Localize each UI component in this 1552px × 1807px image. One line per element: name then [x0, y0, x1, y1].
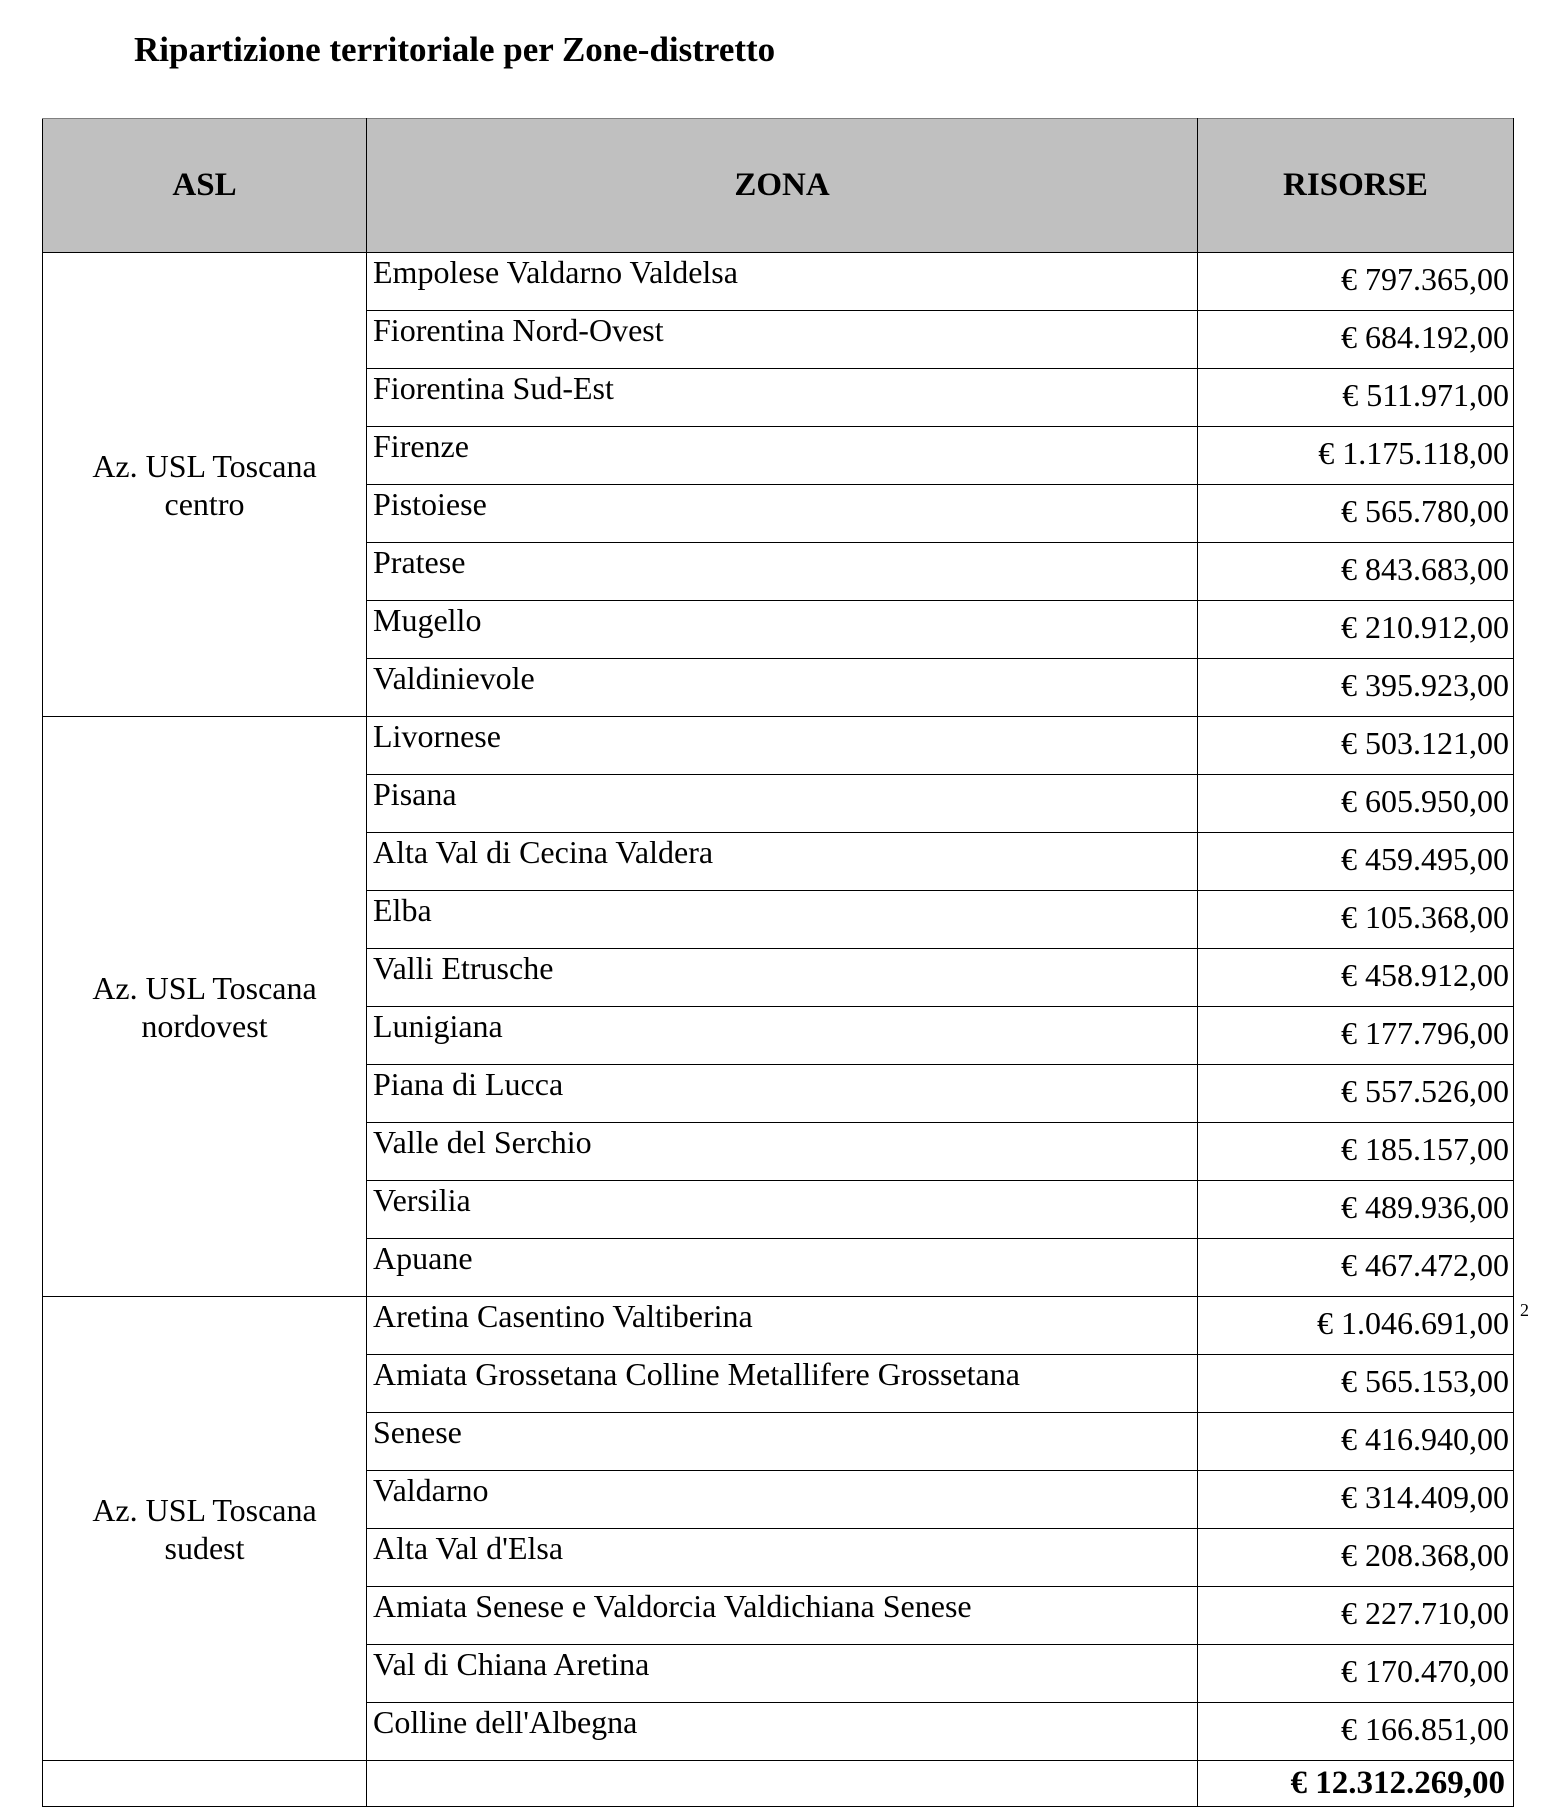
risorse-cell — [1198, 1645, 1514, 1703]
header-risorse: RISORSE — [1198, 119, 1514, 253]
zona-cell: Fiorentina Nord-Ovest — [367, 311, 1198, 369]
risorse-cell — [1198, 891, 1514, 949]
total-empty-zona — [367, 1761, 1198, 1807]
risorse-value: € 177.796,00 — [1341, 1015, 1509, 1051]
zona-cell: Alta Val d'Elsa — [367, 1529, 1198, 1587]
risorse-value: € 843.683,00 — [1341, 551, 1509, 587]
asl-name-line2: nordovest — [141, 1007, 268, 1044]
risorse-value: € 467.472,00 — [1341, 1247, 1509, 1283]
risorse-cell — [1198, 485, 1514, 543]
zona-cell: Valli Etrusche — [367, 949, 1198, 1007]
risorse-cell — [1198, 427, 1514, 485]
risorse-cell — [1198, 1239, 1514, 1297]
risorse-cell — [1198, 1471, 1514, 1529]
risorse-value: € 459.495,00 — [1341, 841, 1509, 877]
risorse-value: € 565.153,00 — [1341, 1363, 1509, 1399]
zona-cell: Piana di Lucca — [367, 1065, 1198, 1123]
risorse-cell — [1198, 1123, 1514, 1181]
asl-name-line1: Az. USL Toscana — [92, 969, 317, 1006]
total-value: € 12.312.269,00 — [1198, 1761, 1514, 1807]
header-asl: ASL — [43, 119, 367, 253]
risorse-cell — [1198, 775, 1514, 833]
zona-cell: Alta Val di Cecina Valdera — [367, 833, 1198, 891]
risorse-value: € 565.780,00 — [1341, 493, 1509, 529]
zona-cell: Empolese Valdarno Valdelsa — [367, 253, 1198, 311]
risorse-value: € 166.851,00 — [1341, 1711, 1509, 1747]
zona-cell: Amiata Grossetana Colline Metallifere Grossetana — [367, 1355, 1198, 1413]
risorse-value: € 210.912,00 — [1341, 609, 1509, 645]
risorse-cell — [1198, 1587, 1514, 1645]
zona-cell: Colline dell'Albegna — [367, 1703, 1198, 1761]
zona-cell: Mugello — [367, 601, 1198, 659]
table-header-row — [43, 119, 1514, 253]
risorse-value: € 489.936,00 — [1341, 1189, 1509, 1225]
risorse-value: € 227.710,00 — [1341, 1595, 1509, 1631]
zona-cell: Pratese — [367, 543, 1198, 601]
zona-cell: Valle del Serchio — [367, 1123, 1198, 1181]
table-row — [43, 253, 1514, 311]
zona-cell: Val di Chiana Aretina — [367, 1645, 1198, 1703]
risorse-value: € 185.157,00 — [1341, 1131, 1509, 1167]
risorse-cell — [1198, 1007, 1514, 1065]
zona-cell: Versilia — [367, 1181, 1198, 1239]
risorse-cell — [1198, 311, 1514, 369]
asl-cell — [43, 253, 367, 717]
risorse-cell — [1198, 1181, 1514, 1239]
risorse-cell — [1198, 1355, 1514, 1413]
zona-cell: Aretina Casentino Valtiberina — [367, 1297, 1198, 1355]
risorse-value: € 105.368,00 — [1341, 899, 1509, 935]
risorse-cell — [1198, 717, 1514, 775]
risorse-value: € 458.912,00 — [1341, 957, 1509, 993]
asl-name-line1: Az. USL Toscana — [92, 447, 317, 484]
asl-name-line2: sudest — [164, 1529, 245, 1566]
resources-table — [42, 118, 1529, 1807]
zona-cell: Elba — [367, 891, 1198, 949]
table-body — [43, 253, 1529, 1807]
risorse-cell — [1198, 833, 1514, 891]
page-title: Ripartizione territoriale per Zone-distretto — [134, 30, 776, 69]
zona-cell: Valdarno — [367, 1471, 1198, 1529]
risorse-cell — [1198, 1413, 1514, 1471]
risorse-cell — [1198, 543, 1514, 601]
risorse-cell — [1198, 1065, 1514, 1123]
risorse-value: € 314.409,00 — [1341, 1479, 1509, 1515]
zona-cell: Apuane — [367, 1239, 1198, 1297]
zona-cell: Fiorentina Sud-Est — [367, 369, 1198, 427]
risorse-value: € 416.940,00 — [1341, 1421, 1509, 1457]
zona-cell: Amiata Senese e Valdorcia Valdichiana Senese — [367, 1587, 1198, 1645]
zona-cell: Firenze — [367, 427, 1198, 485]
asl-name-line2: centro — [164, 485, 245, 522]
risorse-value: € 1.175.118,00 — [1318, 435, 1509, 471]
risorse-value: € 684.192,00 — [1341, 319, 1509, 355]
zona-cell: Livornese — [367, 717, 1198, 775]
risorse-value: € 605.950,00 — [1341, 783, 1509, 819]
total-row — [43, 1761, 1514, 1807]
risorse-cell — [1198, 1297, 1529, 1355]
risorse-cell — [1198, 1529, 1514, 1587]
asl-name-line1: Az. USL Toscana — [92, 1491, 317, 1528]
risorse-value: € 557.526,00 — [1341, 1073, 1509, 1109]
zona-cell: Pistoiese — [367, 485, 1198, 543]
table-row — [43, 1297, 1514, 1355]
zona-cell: Valdinievole — [367, 659, 1198, 717]
risorse-cell — [1198, 601, 1514, 659]
risorse-value: € 1.046.691,00 — [1317, 1305, 1509, 1341]
risorse-value: € 797.365,00 — [1341, 261, 1509, 297]
risorse-value: € 170.470,00 — [1341, 1653, 1509, 1689]
footnote-marker: 2 — [1520, 1300, 1529, 1320]
risorse-cell — [1198, 949, 1514, 1007]
risorse-value: € 503.121,00 — [1341, 725, 1509, 761]
risorse-cell — [1198, 253, 1514, 311]
asl-cell — [43, 717, 367, 1297]
risorse-value: € 511.971,00 — [1342, 377, 1509, 413]
header-zona: ZONA — [367, 119, 1198, 253]
zona-cell: Senese — [367, 1413, 1198, 1471]
table-row — [43, 717, 1514, 775]
risorse-cell — [1198, 1703, 1514, 1761]
risorse-cell — [1198, 659, 1514, 717]
risorse-value: € 395.923,00 — [1341, 667, 1509, 703]
asl-cell — [43, 1297, 367, 1761]
zona-cell: Pisana — [367, 775, 1198, 833]
risorse-value: € 208.368,00 — [1341, 1537, 1509, 1573]
risorse-cell — [1198, 369, 1514, 427]
zona-cell: Lunigiana — [367, 1007, 1198, 1065]
total-empty-asl — [43, 1761, 367, 1807]
